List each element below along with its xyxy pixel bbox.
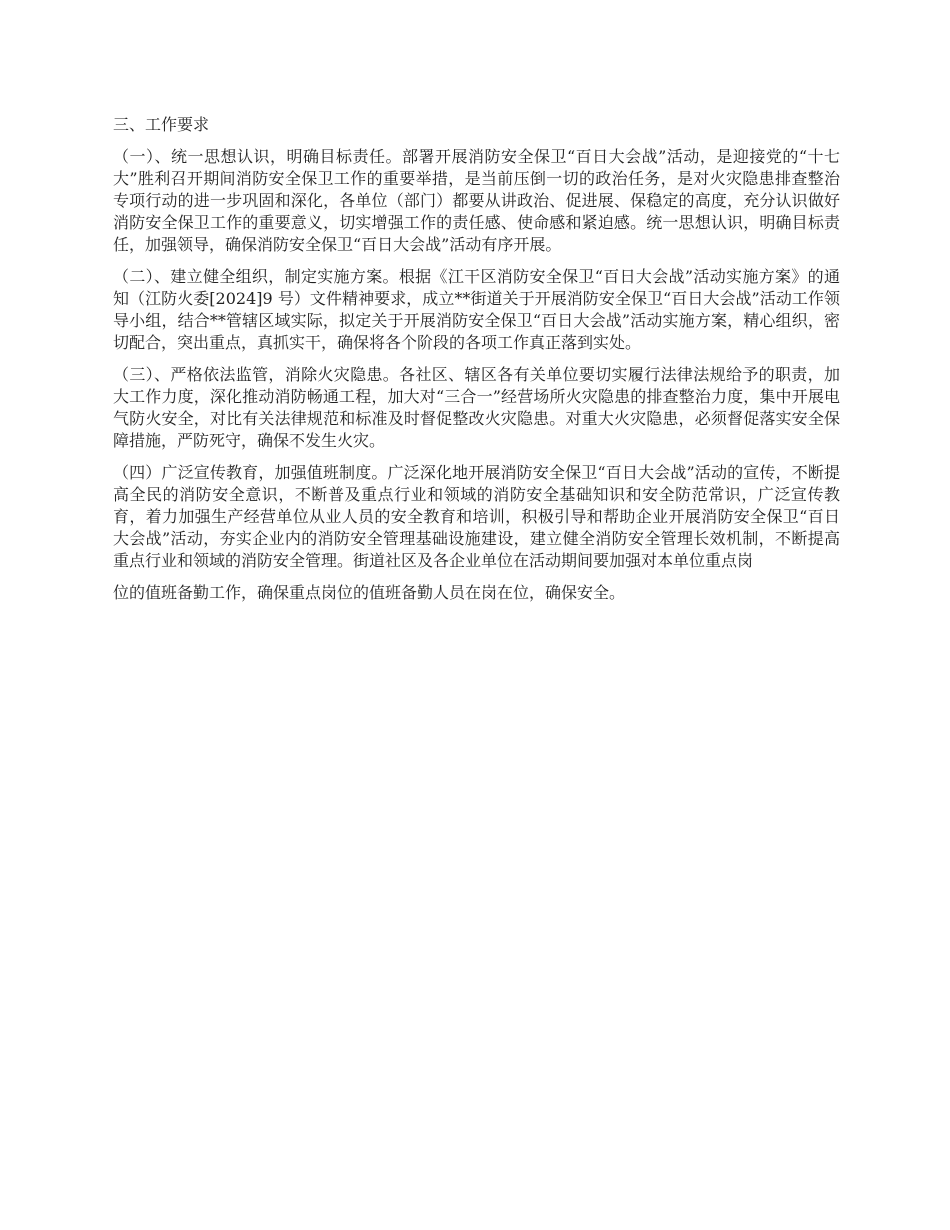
section-heading: 三、工作要求 — [113, 115, 210, 134]
paragraph-4: （四）广泛宣传教育，加强值班制度。广泛深化地开展消防安全保卫“百日大会战”活动的宣传，不断提高全民的消防安全意识，不断普及重点行业和领域的消防安全基础知识和安全防范常识，广泛宣传教育，着力加强生产经营单位从业人员的安全教育和培训，积极引导和帮助企业开展消防安全保卫“百日大会战”活动，夯实企业内的消防安全管理基础设施建设，建立健全消防安全管理长效机制，不断提高重点行业和领域的消防安全管理。街道社区及各企业单位在活动期间要加强对本单位重点岗 — [113, 463, 840, 570]
paragraph-5: 位的值班备勤工作，确保重点岗位的值班备勤人员在岗在位，确保安全。 — [113, 583, 626, 602]
document-page — [113, 114, 840, 614]
paragraph-2: （二）、建立健全组织，制定实施方案。根据《江干区消防安全保卫“百日大会战”活动实施方案》的通知（江防火委[2024]9 号）文件精神要求，成立**街道关于开展消防安全保卫“百日大会战”活动工作领导小组，结合**管辖区域实际，拟定关于开展消防安全保卫“百日大会战”活动实施方案，精心组织，密切配合，突出重点，真抓实干，确保将各个阶段的各项工作真正落到实处。 — [113, 267, 840, 352]
paragraph-1: （一）、统一思想认识，明确目标责任。部署开展消防安全保卫“百日大会战”活动，是迎接党的“十七大”胜利召开期间消防安全保卫工作的重要举措，是当前压倒一切的政治任务，是对火灾隐患排查整治专项行动的进一步巩固和深化，各单位（部门）都要从讲政治、促进展、保稳定的高度，充分认识做好消防安全保卫工作的重要意义，切实增强工作的责任感、使命感和紧迫感。统一思想认识，明确目标责任，加强领导，确保消防安全保卫“百日大会战”活动有序开展。 — [113, 147, 840, 254]
paragraph-3: （三）、严格依法监管，消除火灾隐患。各社区、辖区各有关单位要切实履行法律法规给予的职责，加大工作力度，深化推动消防畅通工程，加大对“三合一”经营场所火灾隐患的排查整治力度，集中开展电气防火安全，对比有关法律规范和标准及时督促整改火灾隐患。对重大火灾隐患，必须督促落实安全保障措施，严防死守，确保不发生火灾。 — [113, 365, 840, 450]
